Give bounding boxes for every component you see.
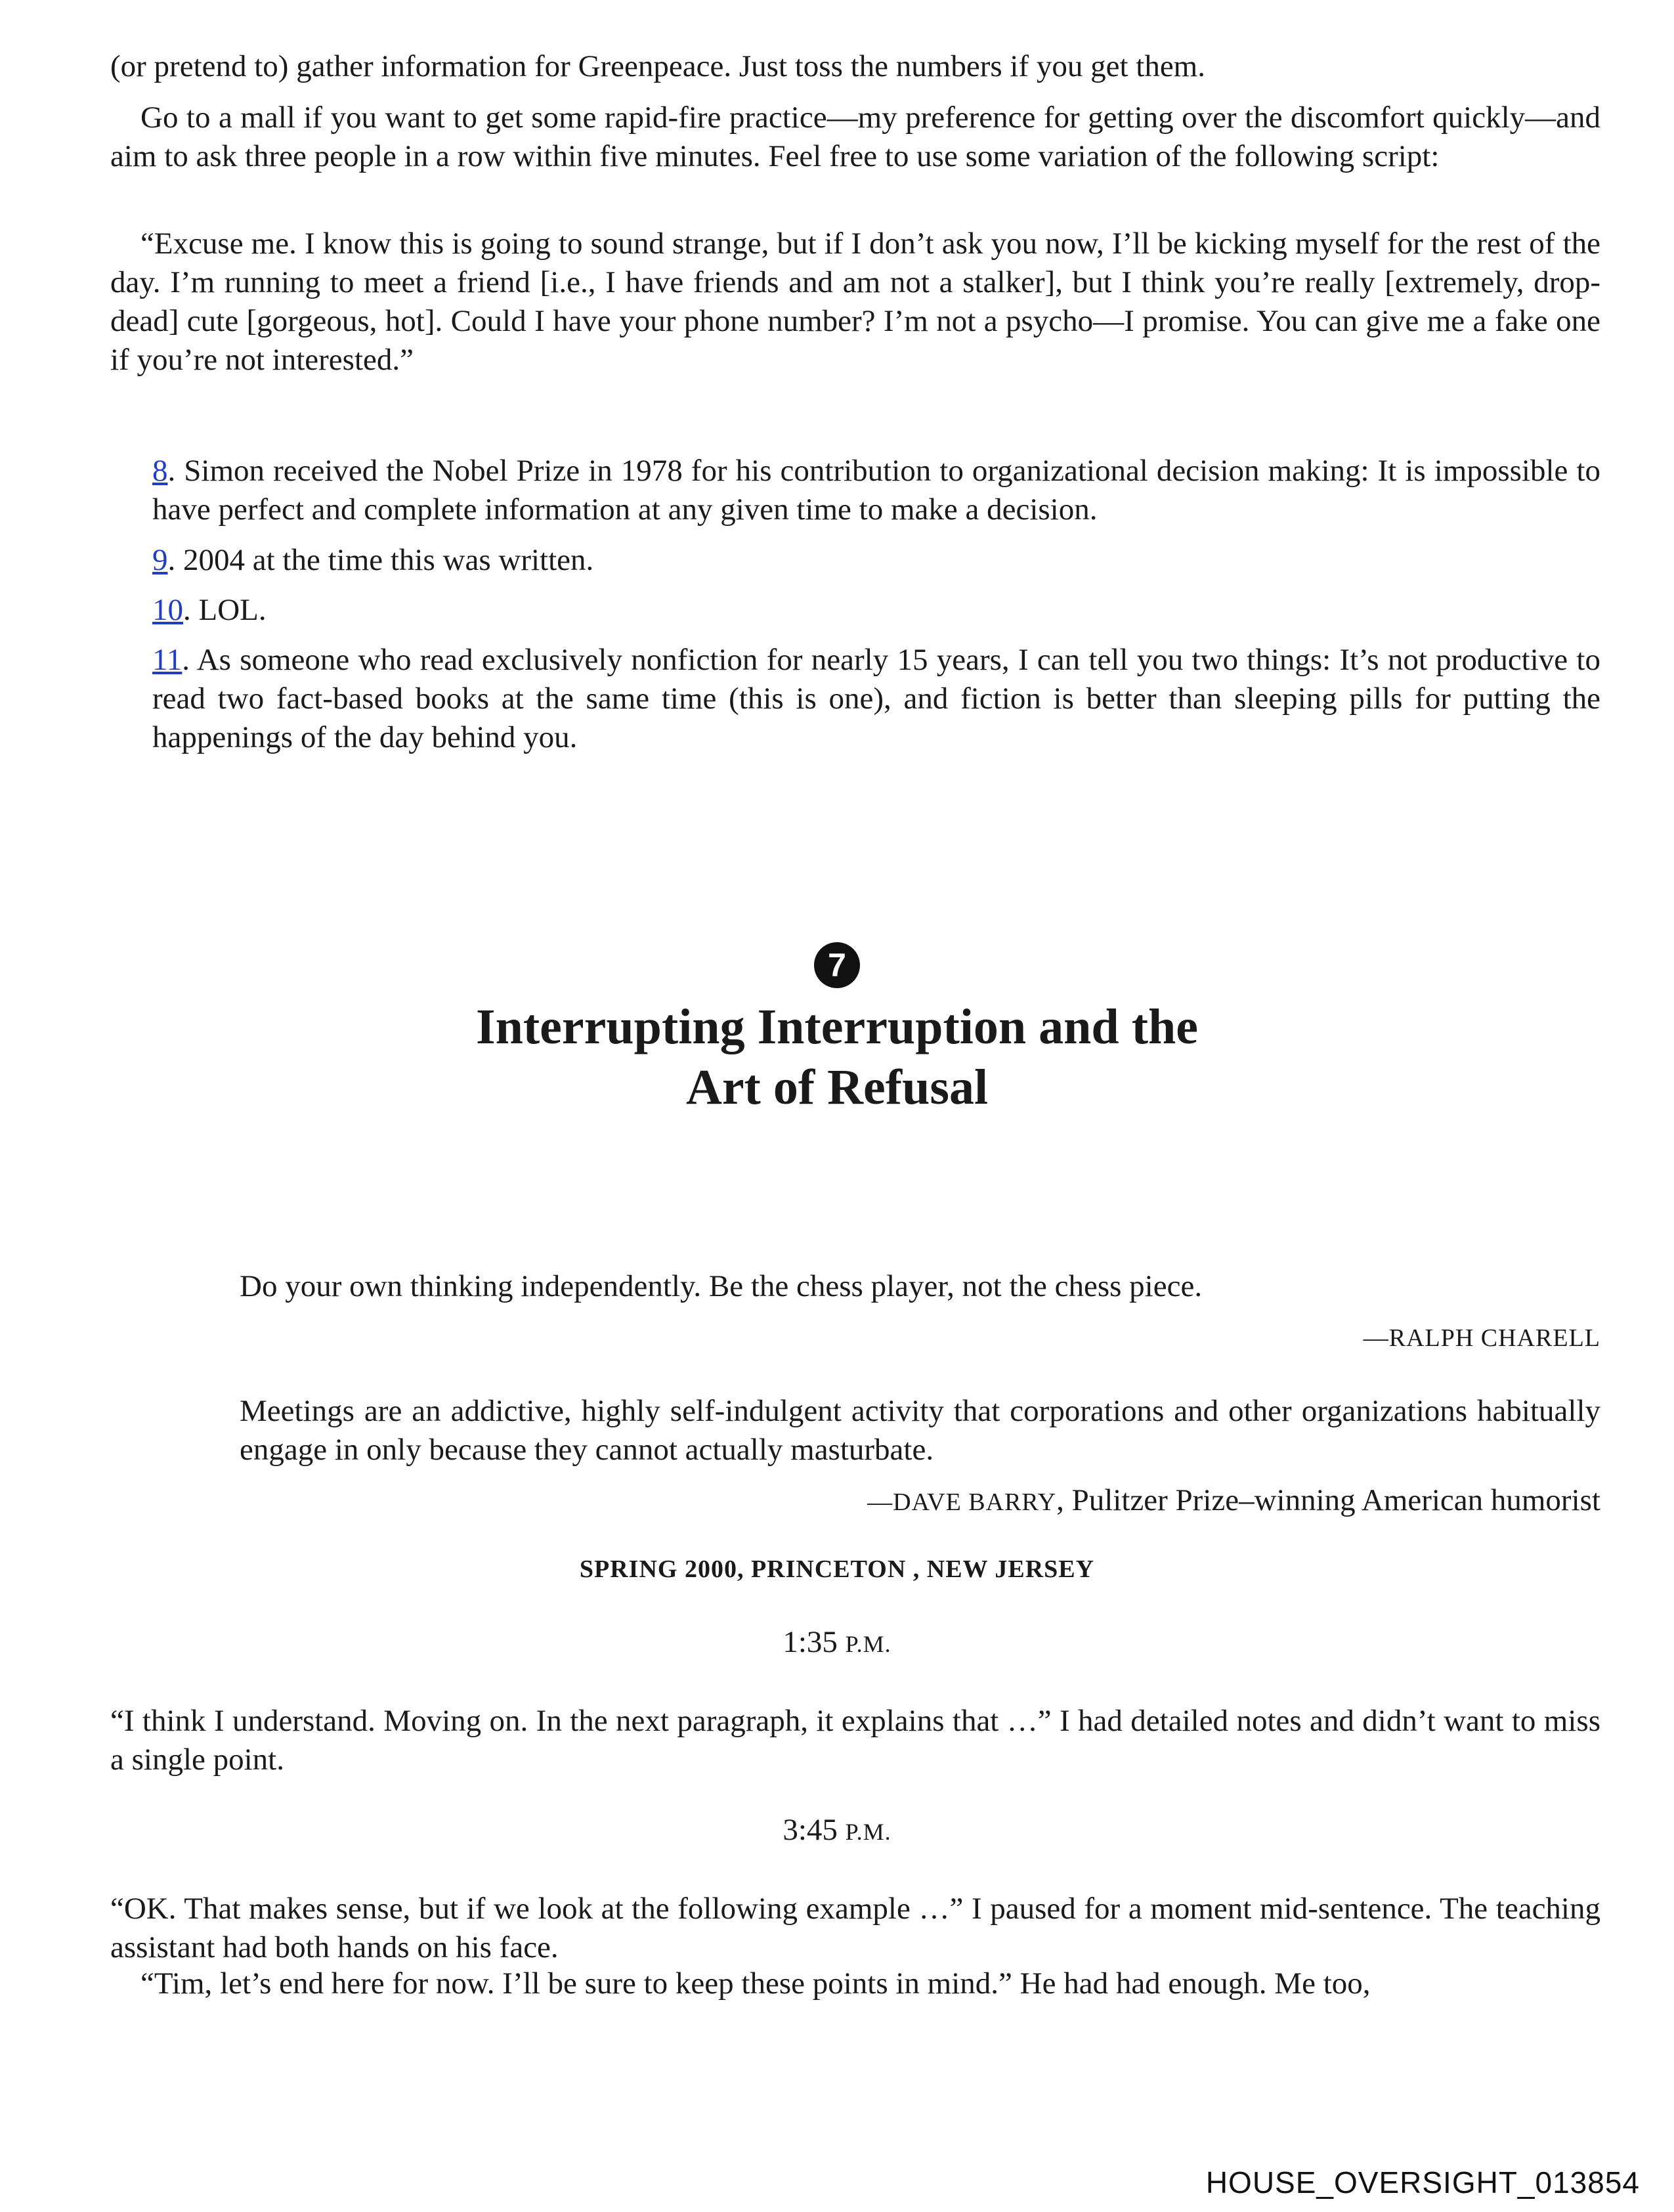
footnote-11 [152,641,1600,757]
epigraph-attribution-2 [240,1481,1600,1522]
epigraph-attribution-1 [240,1317,1600,1358]
scene-time-2-value: 3:45 [783,1813,838,1847]
scene-paragraph-3: “Tim, let’s end here for now. I’ll be sure to keep these points in mind.” He had had enough. Me too, [140,1966,1371,2001]
chapter-title-line-2: Art of Refusal [685,1060,989,1115]
chapter-title-line-1: Interrupting Interruption and the [476,999,1198,1054]
chapter-title [0,997,1674,1117]
footnote-link-11[interactable]: 11 [152,643,182,677]
scene-paragraph-2: “OK. That makes sense, but if we look at the following example …” I paused for a moment mid-sentence. The teaching assistant had both hands on his face. [110,1892,1600,1964]
chapter-number-badge: 7 [814,942,860,988]
document-id-stamp: HOUSE_OVERSIGHT_013854 [1205,2165,1640,2200]
footnote-text-11: . As someone who read exclusively nonfiction for nearly 15 years, I can tell you two things: It’s not productive to read two fact-based books at the same time (this is one), and fiction is better than sleeping pills for putting the happenings of the day behind you. [152,643,1600,754]
scene-place-heading: SPRING 2000, PRINCETON , NEW JERSEY [579,1555,1095,1583]
footnote-text-9: . 2004 at the time this was written. [167,543,594,577]
scene-time-1-value: 1:35 [783,1625,838,1659]
scene-time-1 [0,1624,1674,1660]
paragraph-mall-practice: Go to a mall if you want to get some rapid-fire practice—my preference for getting over the discomfort quickly—and aim to ask three people in a row within five minutes. Feel free to use some variation of the following script: [110,100,1600,173]
scene-paragraph-1: “I think I understand. Moving on. In the next paragraph, it explains that …” I had detailed notes and didn’t want to miss a single point. [110,1704,1600,1777]
epigraph-quote-2: Meetings are an addictive, highly self-indulgent activity that corporations and other organizations habitually engage in only because they cannot actually masturbate. [240,1394,1600,1467]
epigraph-author-note-2: , Pulitzer Prize–winning American humorist [1056,1483,1600,1517]
footnote-9 [152,541,1600,580]
paragraph-script-quote: “Excuse me. I know this is going to sound strange, but if I don’t ask you now, I’ll be kicking myself for the rest of the day. I’m running to meet a friend [i.e., I have friends and am not a stalker], but I think you’re really [extremely, drop-dead] cute [gorgeous, hot]. Could I have your phone number? I’m not a psycho—I promise. You can give me a fake one if you’re not interested.” [110,227,1600,377]
footnote-link-8[interactable]: 8 [152,454,168,488]
epigraph-quote-1: Do your own thinking independently. Be the chess player, not the chess piece. [240,1269,1203,1303]
paragraph-greenpeace: (or pretend to) gather information for Greenpeace. Just toss the numbers if you get them. [110,49,1205,83]
footnote-link-10[interactable]: 10 [152,593,183,627]
scene-time-2 [0,1812,1674,1848]
footnote-10 [152,591,1600,630]
footnote-text-10: . LOL. [183,593,267,627]
footnote-link-9[interactable]: 9 [152,543,168,577]
footnote-8 [152,452,1600,529]
footnote-text-8: . Simon received the Nobel Prize in 1978 for his contribution to organizational decision making: It is impossible to have perfect and complete information at any given time to make a decision. [152,454,1600,527]
epigraph-author-2: —DAVE BARRY [867,1488,1057,1516]
epigraph-author-1: —RALPH CHARELL [1363,1324,1600,1352]
scene-time-1-suffix: P.M. [845,1631,891,1657]
scene-time-2-suffix: P.M. [845,1819,891,1845]
